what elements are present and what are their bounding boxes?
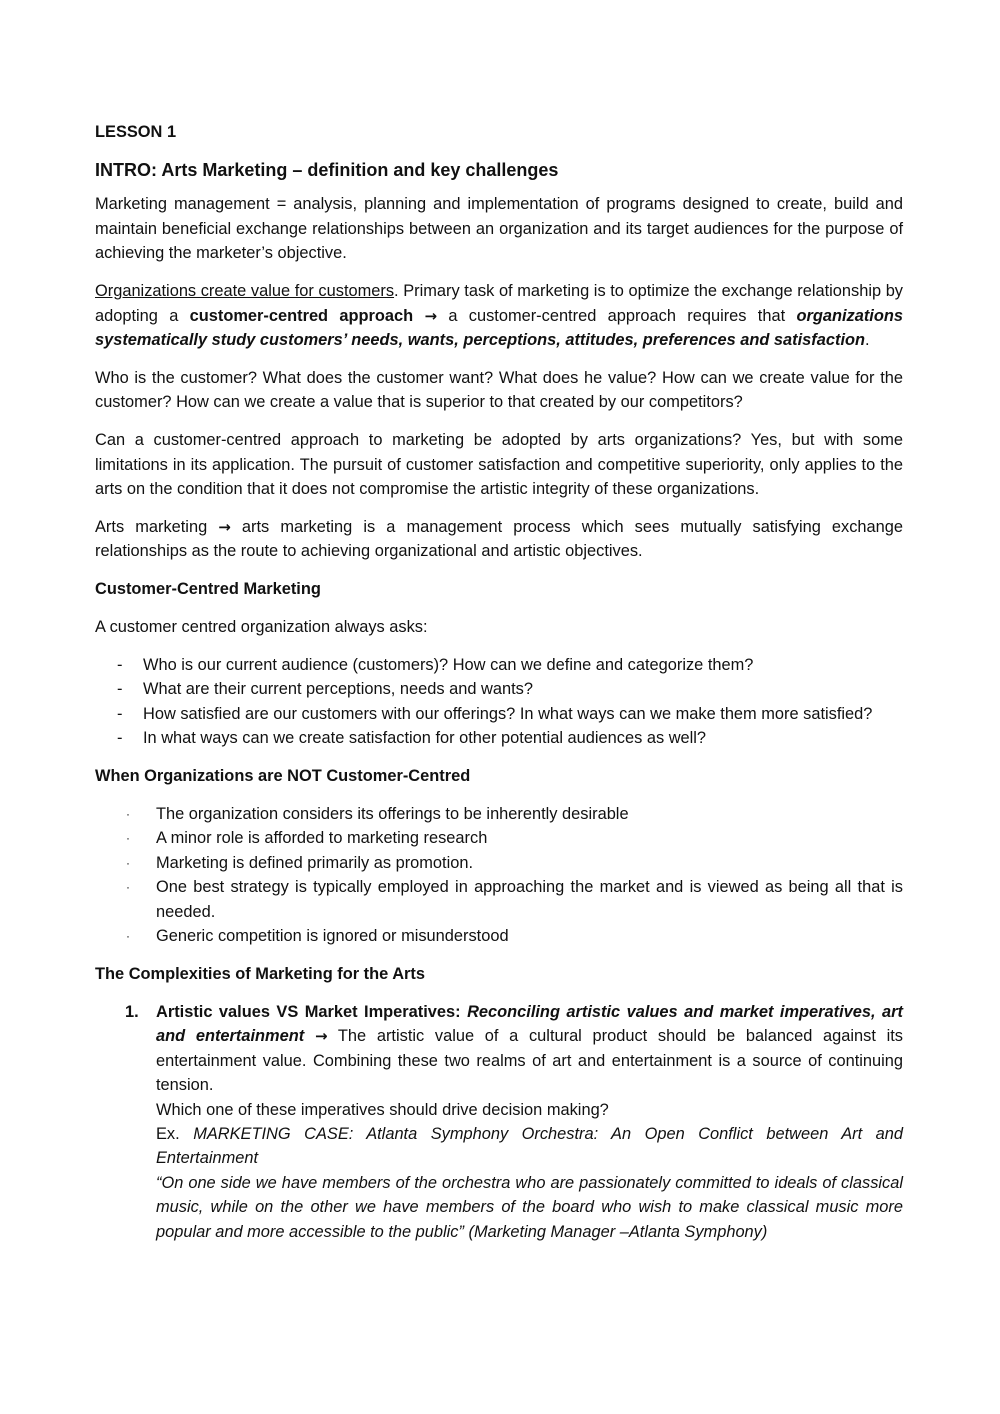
list-item-text: A minor role is afforded to marketing research	[156, 829, 488, 848]
bold-italic-phrase: organizations systematically study customers’ needs, wants, perceptions, attitudes, preferences and satisfaction	[95, 306, 903, 349]
paragraph-marketing-management: Marketing management = analysis, planning and implementation of programs designed to create, build and maintain beneficial exchange relationships between an organization and its target audiences for the purpose of achieving the marketer’s objective.	[95, 195, 903, 263]
bullet-marker: ·	[126, 855, 130, 870]
list-item-text: Marketing is defined primarily as promotion.	[156, 853, 474, 872]
item-body	[156, 1000, 903, 1098]
list-item	[95, 826, 903, 850]
paragraph-value-creation	[95, 279, 903, 352]
underlined-phrase: Organizations create value for customers	[95, 282, 395, 301]
bullet-marker: ·	[126, 831, 130, 846]
arrow-right-icon: →	[218, 517, 231, 536]
list-item	[95, 702, 903, 726]
paragraph-customer-questions: Who is the customer? What does the customer want? What does he value? How can we create value for the customer? How can we create a value that is superior to that created by our competitors?	[95, 368, 903, 412]
quote-attribution: ” (Marketing Manager –Atlanta Symphony)	[458, 1222, 768, 1241]
section-heading-not-customer-centred: When Organizations are NOT Customer-Centred	[95, 767, 471, 786]
list-item	[95, 924, 903, 948]
list-item	[95, 653, 903, 677]
number-marker: 1.	[125, 1002, 139, 1021]
list-item	[95, 726, 903, 750]
list-item	[95, 677, 903, 701]
paragraph-arts-marketing	[95, 515, 903, 564]
bullet-marker: ·	[126, 807, 130, 822]
list-item-text: The organization considers its offerings to be inherently desirable	[156, 805, 629, 824]
bold-phrase: Artistic values VS Market Imperatives:	[156, 1002, 468, 1021]
arrow-right-icon: →	[314, 1027, 328, 1046]
quote	[156, 1171, 903, 1244]
item-question: Which one of these imperatives should drive decision making?	[156, 1100, 609, 1119]
dash-marker: -	[117, 729, 123, 748]
section-heading-customer-centred: Customer-Centred Marketing	[95, 580, 321, 599]
lesson-title: LESSON 1	[95, 123, 177, 141]
paragraph-arts-organizations: Can a customer-centred approach to marketing be adopted by arts organizations? Yes, but with some limitations in its application. The pursuit of customer satisfaction and competitive superiority, only applies to the arts on the condition that it does not compromise the artistic integrity of these organizations.	[95, 431, 903, 498]
text-run: .	[865, 330, 870, 349]
list-item	[95, 875, 903, 924]
not-customer-centred-list	[95, 802, 903, 948]
dash-marker: -	[117, 704, 123, 723]
dash-marker: -	[117, 680, 123, 699]
bold-italic-phrase: Reconciling artistic values and market imperatives, art and entertainment	[156, 1002, 903, 1046]
italic-phrase: MARKETING CASE: Atlanta Symphony Orchestra: An Open Conflict between Art and Entertainment	[156, 1124, 903, 1168]
italic-quote: “On one side we have members of the orchestra who are passionately committed to ideals of classical music, while on the other we have members of the board who wish to make classical music more popular and more accessible to the public	[156, 1173, 903, 1241]
intro-heading: INTRO: Arts Marketing – definition and key challenges	[95, 160, 559, 181]
document-page	[95, 120, 903, 1257]
list-item-text: How satisfied are our customers with our offerings? In what ways can we make them more satisfied?	[143, 704, 873, 723]
section-heading-complexities: The Complexities of Marketing for the Arts	[95, 964, 425, 983]
list-item-text: One best strategy is typically employed in approaching the market and is viewed as being all that is needed.	[156, 878, 903, 921]
list-item-text: Who is our current audience (customers)? How can we define and categorize them?	[143, 656, 754, 674]
text-run: The artistic value of a cultural product should be balanced against its entertainment value. Combining these two realms of art and entertainment is a source of continuing tension.	[156, 1027, 904, 1095]
text-run: Ex.	[156, 1124, 194, 1143]
text-run: a customer-centred approach requires that	[437, 306, 797, 325]
text-run: . Primary task of marketing is to optimize the exchange relationship by adopting a	[95, 282, 904, 325]
text-run: Arts marketing	[95, 517, 219, 536]
list-item	[95, 851, 903, 875]
list-item	[95, 802, 903, 826]
dash-marker: -	[117, 656, 123, 674]
numbered-item	[95, 1000, 903, 1244]
list-item-text: In what ways can we create satisfaction for other potential audiences as well?	[143, 729, 707, 748]
bold-phrase: customer-centred approach	[189, 306, 414, 325]
marketing-case	[156, 1122, 903, 1171]
text-run: arts marketing is a management process which sees mutually satisfying exchange relationships as the route to achieving organizational and artistic objectives.	[95, 517, 903, 561]
customer-questions-list	[95, 653, 903, 751]
complexities-list	[95, 1000, 903, 1244]
paragraph-customer-intro: A customer centred organization always asks:	[95, 618, 428, 637]
bullet-marker: ·	[126, 880, 130, 895]
bullet-marker: ·	[126, 929, 130, 944]
arrow-right-icon: →	[424, 306, 438, 325]
list-item-text: Generic competition is ignored or misunderstood	[156, 927, 509, 946]
list-item-text: What are their current perceptions, needs and wants?	[143, 680, 533, 699]
